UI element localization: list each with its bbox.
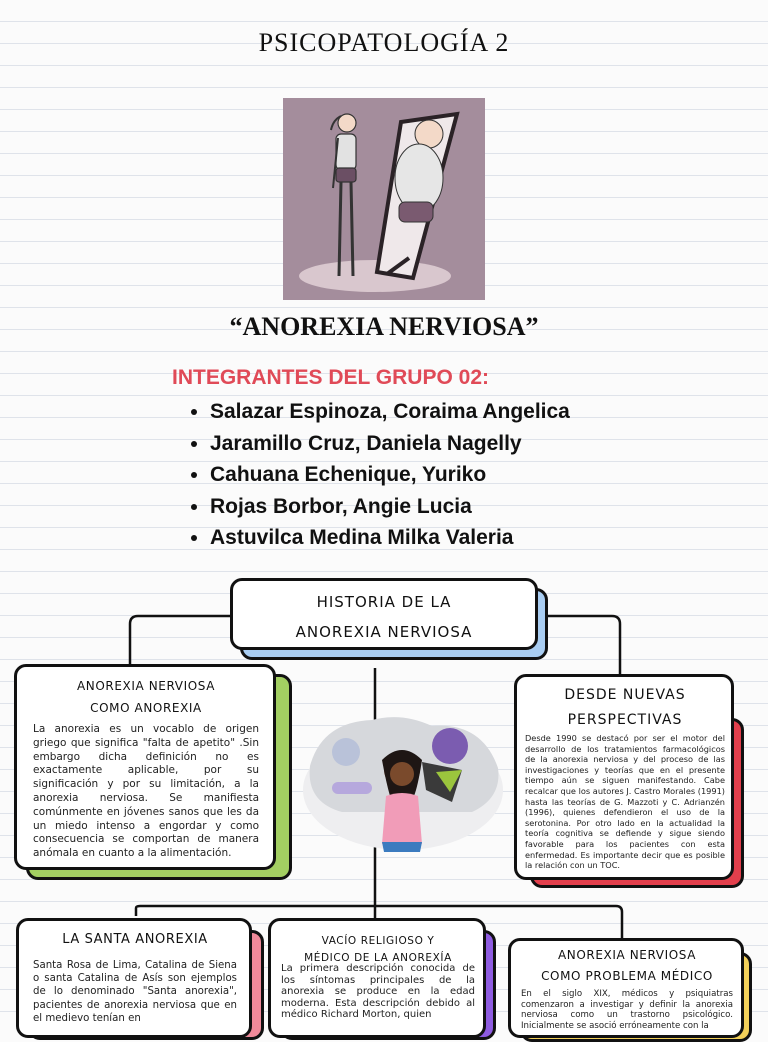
vacio-card (268, 918, 486, 1038)
center-card-title-line1: HISTORIA DE LA (316, 593, 452, 611)
anorexia-card-body: La anorexia es un vocablo de origen griego que significa "falta de apetito" .Sin embargo dicha definición no es exactamente aplicable, por su significación y por su limitación, a la anorexia nerviosa. Se manifiesta comúnmente en jóvenes sanos que les da un miedo intenso a engordar y como consecuencia se comportan de manera anómala en cuanto a la alimentación. (33, 723, 259, 860)
anorexia-card-title-line2: COMO ANOREXIA (90, 701, 202, 715)
medico-card-title-line1: ANOREXIA NERVIOSA (557, 948, 697, 962)
perspectivas-card-body: Desde 1990 se destacó por ser el motor del desarrollo de los tratamientos farmacológicos de la anorexia nerviosa y del proceso de las investigaciones y teorías que en el presente tiempo aún se siguen manifestando. Cabe recalcar que los autores J. Castro Morales (1991) hasta las teorías de G. Mazzoti y C. Adrianzén (1996), quienes defendieron el uso de la serotonina. Por otro lado en la actualidad la teoría cognitiva se defiende y sigue siendo favorable para los pacientes con esta enfermedad. Es importante decir que es posible la relación con un TOC. (525, 733, 725, 871)
anorexia-card (14, 664, 276, 870)
vacio-card-title (281, 933, 475, 967)
center-card-title (233, 587, 535, 647)
document-subtitle: “ANOREXIA NERVIOSA” (229, 312, 539, 341)
member-item: • Astuvilca Medina Milka Valeria (210, 522, 570, 554)
thinking-girl-art (302, 712, 504, 862)
perspectivas-card-title (525, 683, 725, 733)
vacio-card-title-line1: VACÍO RELIGIOSO Y (321, 935, 435, 947)
members-heading: INTEGRANTES DEL GRUPO 02: (172, 366, 489, 389)
santa-card-body: Santa Rosa de Lima, Catalina de Siena o santa Catalina de Asís son ejemplos de lo denominado "Santa anorexia", pacientes de anorexia nerviosa que en el medievo tenían en (33, 960, 237, 1024)
thinking-girl-illustration (302, 712, 504, 862)
santa-card-title: LA SANTA ANOREXIA (62, 932, 208, 947)
perspectivas-card-title-line1: DESDE NUEVAS (564, 687, 686, 703)
member-item: • Jaramillo Cruz, Daniela Nagelly (210, 428, 570, 460)
member-item: • Salazar Espinoza, Coraima Angelica (210, 396, 570, 428)
center-card (230, 578, 538, 650)
page-title: PSICOPATOLOGÍA 2 (258, 28, 510, 57)
medico-card (508, 938, 744, 1038)
santa-card (16, 918, 252, 1038)
center-card-title-line2: ANOREXIA NERVIOSA (295, 623, 473, 641)
anorexia-card-title (33, 675, 259, 719)
anorexia-card-title-line1: ANOREXIA NERVIOSA (76, 679, 216, 693)
perspectivas-card-title-line2: PERSPECTIVAS (567, 712, 683, 728)
member-item: • Cahuana Echenique, Yuriko (210, 459, 570, 491)
perspectivas-card (514, 674, 734, 880)
vacio-card-body: La primera descripción conocida de los síntomas principales de la anorexia se produce en la edad moderna. Esta descripción debido al médico Richard Morton, quien (281, 963, 475, 1021)
member-item: • Rojas Borbor, Angie Lucia (210, 491, 570, 523)
medico-card-body: En el siglo XIX, médicos y psiquiatras comenzaron a investigar y definir la anorexia nerviosa como un trastorno psicológico. Inicialmente se asoció erróneamente con la (521, 989, 733, 1031)
medico-card-title (521, 945, 733, 987)
medico-card-title-line2: COMO PROBLEMA MÉDICO (541, 969, 713, 983)
vacio-card-title-line2: MÉDICO DE LA ANOREXÍA (304, 952, 452, 964)
